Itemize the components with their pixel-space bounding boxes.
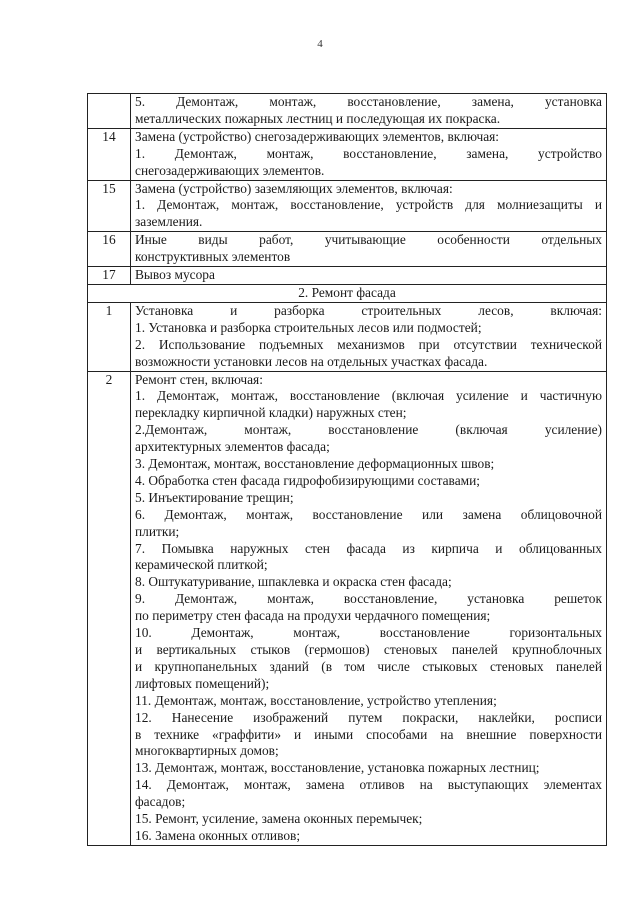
content-line: Ремонт стен, включая: xyxy=(135,371,263,387)
row-content xyxy=(131,371,607,845)
content-line: 2. Использование подъемных механизмов при отсутствии технической xyxy=(135,336,602,352)
row-content xyxy=(131,180,607,232)
row-number: 14 xyxy=(88,128,131,180)
row-number: 2 xyxy=(88,371,131,845)
content-line: лифтовых помещений); xyxy=(135,675,270,691)
row-number xyxy=(88,94,131,129)
table-row xyxy=(88,180,607,232)
table-row xyxy=(88,267,607,285)
content-line: 12. Нанесение изображений путем покраски, наклейки, росписи xyxy=(135,709,602,725)
content-line: и крупнопанельных зданий (в том числе стыковых стеновых панелей xyxy=(135,658,602,674)
content-line: 1. Установка и разборка строительных лесов или подмостей; xyxy=(135,319,482,335)
content-line: 5. Инъектирование трещин; xyxy=(135,489,294,505)
content-line: конструктивных элементов xyxy=(135,249,291,265)
content-line: многоквартирных домов; xyxy=(135,743,279,759)
row-number: 17 xyxy=(88,267,131,285)
table-row xyxy=(88,128,607,180)
content-line: 9. Демонтаж, монтаж, восстановление, установка решеток xyxy=(135,591,602,607)
table-row xyxy=(88,232,607,267)
content-line: 14. Демонтаж, монтаж, замена отливов на выступающих элементах xyxy=(135,777,602,793)
content-line: и вертикальных стыков (гермошов) стеновых панелей крупноблочных xyxy=(135,642,602,657)
content-line: 1. Демонтаж, монтаж, восстановление (включая усиление и частичную xyxy=(135,388,602,404)
content-line: Иные виды работ, учитывающие особенности отдельных xyxy=(135,232,602,248)
content-line: Установка и разборка строительных лесов, включая: xyxy=(135,302,602,318)
content-line: 1. Демонтаж, монтаж, восстановление, замена, устройство xyxy=(135,145,602,161)
content-line: 1. Демонтаж, монтаж, восстановление, устройств для молниезащиты и xyxy=(135,197,602,213)
content-line: 6. Демонтаж, монтаж, восстановление или замена облицовочной xyxy=(135,506,602,522)
content-line: плитки; xyxy=(135,523,180,539)
content-line: 11. Демонтаж, монтаж, восстановление, устройство утепления; xyxy=(135,692,497,708)
row-number: 15 xyxy=(88,180,131,232)
row-content xyxy=(131,232,607,267)
content-line: в технике «граффити» и иными способами на внешние поверхности xyxy=(135,726,602,742)
section-heading-row xyxy=(88,284,607,302)
works-table xyxy=(87,93,607,846)
content-line: 3. Демонтаж, монтаж, восстановление деформационных швов; xyxy=(135,456,495,472)
content-line: Замена (устройство) снегозадерживающих элементов, включая: xyxy=(135,128,500,144)
works-table-body xyxy=(88,94,607,846)
content-line: 15. Ремонт, усиление, замена оконных перемычек; xyxy=(135,811,423,827)
page-number: 4 xyxy=(317,38,323,50)
content-line: 8. Оштукатуривание, шпаклевка и окраска стен фасада; xyxy=(135,574,452,590)
row-number: 16 xyxy=(88,232,131,267)
row-content xyxy=(131,302,607,371)
content-line: Замена (устройство) заземляющих элементов, включая: xyxy=(135,180,453,196)
content-line: архитектурных элементов фасада; xyxy=(135,439,330,455)
content-line: по периметру стен фасада на продухи чердачного помещения; xyxy=(135,608,491,624)
content-line: 10. Демонтаж, монтаж, восстановление горизонтальных xyxy=(135,625,602,641)
table-row xyxy=(88,302,607,371)
content-line: 13. Демонтаж, монтаж, восстановление, установка пожарных лестниц; xyxy=(135,760,540,776)
content-line: 4. Обработка стен фасада гидрофобизирующими составами; xyxy=(135,472,480,488)
content-line: металлических пожарных лестниц и последующая их покраска. xyxy=(135,110,501,126)
content-line: Вывоз мусора xyxy=(135,267,215,283)
row-content xyxy=(131,94,607,129)
content-line: возможности установки лесов на отдельных участках фасада. xyxy=(135,353,488,369)
content-line: 2.Демонтаж, монтаж, восстановление (включая усиление) xyxy=(135,422,602,438)
content-line: 5. Демонтаж, монтаж, восстановление, замена, установка xyxy=(135,94,602,109)
content-line: керамической плиткой; xyxy=(135,557,268,573)
content-line: заземления. xyxy=(135,214,203,230)
row-number: 1 xyxy=(88,302,131,371)
content-line: фасадов; xyxy=(135,794,186,810)
table-row xyxy=(88,94,607,129)
content-line: 7. Помывка наружных стен фасада из кирпича и облицованных xyxy=(135,540,602,556)
content-line: перекладку кирпичной кладки) наружных стен; xyxy=(135,405,407,421)
table-row xyxy=(88,371,607,845)
content-line: 16. Замена оконных отливов; xyxy=(135,827,301,843)
row-content xyxy=(131,267,607,285)
section-heading: 2. Ремонт фасада xyxy=(88,284,607,302)
content-line: снегозадерживающих элементов. xyxy=(135,162,325,178)
row-content xyxy=(131,128,607,180)
